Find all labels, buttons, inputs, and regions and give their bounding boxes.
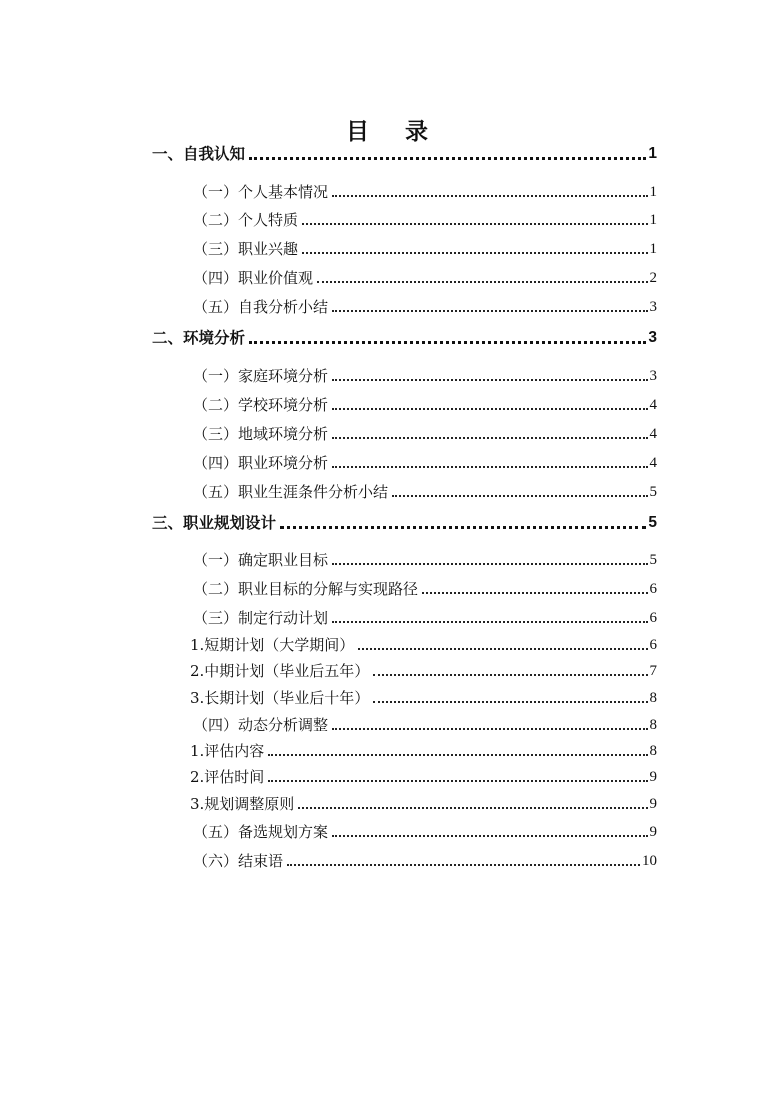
dot-leader <box>268 780 647 782</box>
toc-entry[interactable] <box>193 391 657 415</box>
toc-entry-label: 1.短期计划（大学期间） <box>190 636 355 654</box>
toc-entry[interactable] <box>193 546 657 570</box>
toc-entry[interactable] <box>193 449 657 473</box>
toc-page-number: 4 <box>649 397 657 413</box>
toc-entry-label: 3.规划调整原则 <box>190 795 295 813</box>
dot-leader <box>249 157 646 160</box>
toc-page-number: 5 <box>648 514 657 531</box>
toc-page-number: 6 <box>649 610 657 626</box>
dot-leader <box>287 864 640 866</box>
toc-page-number: 8 <box>649 690 657 706</box>
toc-entry-label: （三）职业兴趣 <box>193 240 299 258</box>
toc-entry[interactable] <box>190 737 657 761</box>
toc-entry[interactable] <box>193 847 657 871</box>
dot-leader <box>268 754 647 756</box>
dot-leader <box>332 408 647 410</box>
toc-page-number: 3 <box>649 299 657 315</box>
toc-entry[interactable] <box>193 235 657 259</box>
dot-leader <box>358 648 647 650</box>
dot-leader <box>317 281 647 283</box>
toc-entry-label: 1.评估内容 <box>190 742 265 760</box>
toc-entry[interactable] <box>193 818 657 842</box>
toc-entry[interactable] <box>193 575 657 599</box>
dot-leader <box>373 674 647 676</box>
toc-entry[interactable] <box>193 206 657 230</box>
page-title: 目 录 <box>345 119 442 146</box>
dot-leader <box>332 310 647 312</box>
dot-leader <box>332 835 647 837</box>
toc-entry[interactable] <box>190 763 657 787</box>
toc-page-number: 4 <box>649 426 657 442</box>
toc-entry-label: （五）职业生涯条件分析小结 <box>193 483 389 501</box>
dot-leader <box>332 563 647 565</box>
dot-leader <box>332 728 647 730</box>
toc-entry-label: 二、环境分析 <box>152 329 246 347</box>
toc-entry[interactable] <box>193 178 657 202</box>
toc-page-number: 2 <box>649 270 657 286</box>
dot-leader <box>332 621 647 623</box>
toc-entry[interactable] <box>193 711 657 735</box>
toc-entry-label: （二）学校环境分析 <box>193 396 329 414</box>
toc-entry-label: （一）个人基本情况 <box>193 183 329 201</box>
dot-leader <box>302 252 647 254</box>
toc-page-number: 9 <box>649 769 657 785</box>
toc-entry-label: （一）家庭环境分析 <box>193 367 329 385</box>
toc-entry-label: （二）个人特质 <box>193 211 299 229</box>
toc-page-number: 1 <box>649 184 657 200</box>
toc-entry-section-3[interactable] <box>152 509 657 533</box>
toc-page-number: 3 <box>649 368 657 384</box>
toc-entry-label: （三）制定行动计划 <box>193 609 329 627</box>
toc-entry-label: （一）确定职业目标 <box>193 551 329 569</box>
toc-entry-label: （五）备选规划方案 <box>193 823 329 841</box>
toc-entry-label: （五）自我分析小结 <box>193 298 329 316</box>
dot-leader <box>332 379 647 381</box>
toc-entry-label: 一、自我认知 <box>152 145 246 163</box>
toc-page-number: 8 <box>649 743 657 759</box>
toc-page-number: 10 <box>642 853 657 869</box>
toc-entry[interactable] <box>190 631 657 655</box>
toc-entry-section-1[interactable] <box>152 140 657 164</box>
toc-page-number: 9 <box>649 824 657 840</box>
toc-entry[interactable] <box>193 293 657 317</box>
toc-page-number: 4 <box>649 455 657 471</box>
dot-leader <box>373 701 647 703</box>
dot-leader <box>280 526 646 529</box>
toc-page-number: 1 <box>648 145 657 162</box>
toc-page-number: 7 <box>649 663 657 679</box>
toc-entry-label: （三）地域环境分析 <box>193 425 329 443</box>
toc-entry[interactable] <box>190 684 657 708</box>
toc-page-number: 6 <box>649 581 657 597</box>
toc-page-number: 5 <box>649 552 657 568</box>
toc-entry-label: （六）结束语 <box>193 852 284 870</box>
toc-entry[interactable] <box>193 604 657 628</box>
toc-entry-label: （二）职业目标的分解与实现路径 <box>193 580 419 598</box>
toc-entry-label: 3.长期计划（毕业后十年） <box>190 689 370 707</box>
dot-leader <box>302 223 647 225</box>
toc-entry-label: （四）职业环境分析 <box>193 454 329 472</box>
dot-leader <box>298 807 647 809</box>
toc-page-number: 5 <box>649 484 657 500</box>
dot-leader <box>332 195 647 197</box>
toc-page-number: 1 <box>649 212 657 228</box>
dot-leader <box>332 466 647 468</box>
toc-entry-section-2[interactable] <box>152 324 657 348</box>
toc-entry-label: 三、职业规划设计 <box>152 514 277 532</box>
toc-entry[interactable] <box>193 420 657 444</box>
toc-entry-label: （四）动态分析调整 <box>193 716 329 734</box>
toc-entry-label: 2.评估时间 <box>190 768 265 786</box>
dot-leader <box>392 495 647 497</box>
toc-entry[interactable] <box>193 264 657 288</box>
toc-entry-label: （四）职业价值观 <box>193 269 314 287</box>
toc-entry-label: 2.中期计划（毕业后五年） <box>190 662 370 680</box>
toc-page-number: 9 <box>649 796 657 812</box>
toc-entry[interactable] <box>190 790 657 814</box>
toc-page-number: 1 <box>649 241 657 257</box>
toc-page-number: 3 <box>648 329 657 346</box>
dot-leader <box>422 592 647 594</box>
toc-entry[interactable] <box>190 657 657 681</box>
toc-entry[interactable] <box>193 478 657 502</box>
dot-leader <box>332 437 647 439</box>
toc-page-number: 8 <box>649 717 657 733</box>
toc-page-number: 6 <box>649 637 657 653</box>
toc-entry[interactable] <box>193 362 657 386</box>
dot-leader <box>249 341 646 344</box>
